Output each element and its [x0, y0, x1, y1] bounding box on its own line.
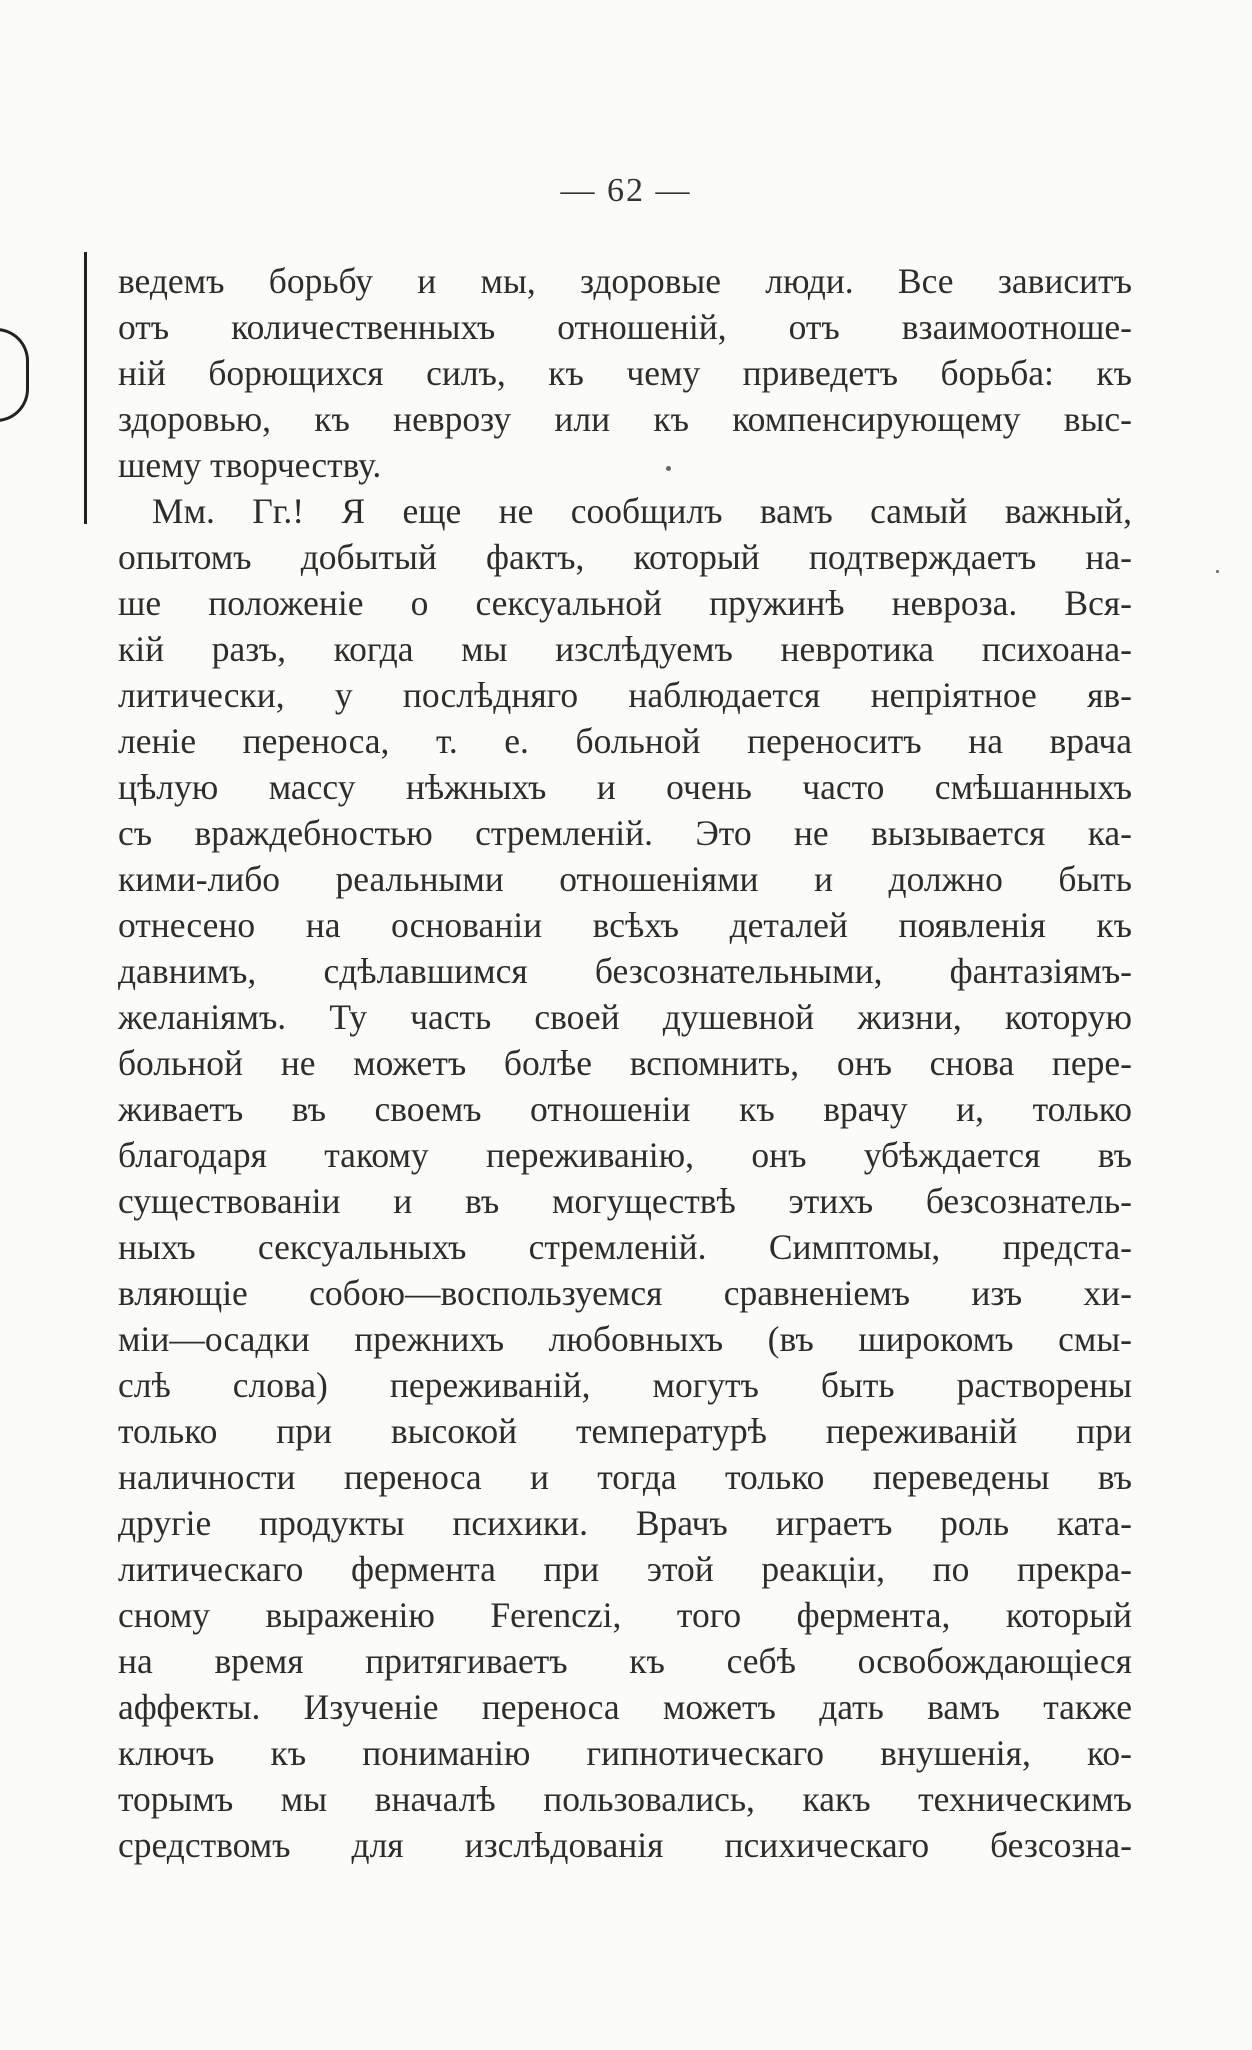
- text-line: литически, у послѣдняго наблюдается непріятное яв-: [118, 675, 1132, 715]
- text-line: шему творчеству.: [118, 445, 382, 485]
- text-line: здоровью, къ неврозу или къ компенсирующему выс-: [118, 399, 1132, 439]
- text-line: ведемъ борьбу и мы, здоровые люди. Все зависитъ: [118, 261, 1132, 301]
- text-line: отъ количественныхъ отношеній, отъ взаимоотноше-: [118, 307, 1132, 347]
- text-line: только при высокой температурѣ переживаній при: [118, 1411, 1132, 1451]
- text-line: леніе переноса, т. е. больной переноситъ на врача: [118, 721, 1132, 761]
- text-line: существованіи и въ могуществѣ этихъ безсознатель-: [118, 1181, 1132, 1221]
- page-number: — 62 —: [560, 172, 692, 209]
- margin-bar-mark: [84, 252, 87, 524]
- text-line: міи—осадки прежнихъ любовныхъ (въ широкомъ смы-: [118, 1319, 1132, 1359]
- text-line: отнесено на основаніи всѣхъ деталей появленія къ: [118, 905, 1132, 945]
- text-line: литическаго фермента при этой реакціи, по прекра-: [118, 1549, 1132, 1589]
- text-line: ключъ къ пониманію гипнотическаго внушенія, ко-: [118, 1733, 1132, 1773]
- text-line: Мм. Гг.! Я еще не сообщилъ вамъ самый важный,: [152, 491, 1132, 531]
- text-line: ше положеніе о сексуальной пружинѣ невроза. Вся-: [118, 583, 1132, 623]
- text-line: давнимъ, сдѣлавшимся безсознательными, фантазіямъ-: [118, 951, 1132, 991]
- text-line: живаетъ въ своемъ отношеніи къ врачу и, только: [118, 1089, 1132, 1129]
- text-line: торымъ мы вначалѣ пользовались, какъ техническимъ: [118, 1779, 1132, 1819]
- text-line: на время притягиваетъ къ себѣ освобождающіеся: [118, 1641, 1132, 1681]
- text-line: съ враждебностью стремленій. Это не вызывается ка-: [118, 813, 1132, 853]
- text-line: слѣ слова) переживаній, могутъ быть растворены: [118, 1365, 1132, 1405]
- text-line: ныхъ сексуальныхъ стремленій. Симптомы, предста-: [118, 1227, 1132, 1267]
- text-line: средствомъ для изслѣдованія психическаго безсозна-: [118, 1825, 1132, 1865]
- text-line: опытомъ добытый фактъ, который подтверждаетъ на-: [118, 537, 1132, 577]
- text-line: сному выраженію Ferenczi, того фермента, который: [118, 1595, 1132, 1635]
- text-line: наличности переноса и тогда только переведены въ: [118, 1457, 1132, 1497]
- body-text: [118, 258, 1132, 1868]
- text-line: другіе продукты психики. Врачъ играетъ роль ката-: [118, 1503, 1132, 1543]
- text-line: ній борющихся силъ, къ чему приведетъ борьба: къ: [118, 353, 1132, 393]
- ink-speck: [1216, 570, 1219, 573]
- text-line: кими-либо реальными отношеніями и должно быть: [118, 859, 1132, 899]
- text-line: больной не можетъ болѣе вспомнить, онъ снова пере-: [118, 1043, 1132, 1083]
- text-line: цѣлую массу нѣжныхъ и очень часто смѣшанныхъ: [118, 767, 1132, 807]
- text-line: вляющіе собою—воспользуемся сравненіемъ изъ хи-: [118, 1273, 1132, 1313]
- text-line: аффекты. Изученіе переноса можетъ дать вамъ также: [118, 1687, 1132, 1727]
- text-line: благодаря такому переживанію, онъ убѣждается въ: [118, 1135, 1132, 1175]
- margin-parenthesis-mark: [0, 328, 29, 422]
- text-line: кій разъ, когда мы изслѣдуемъ невротика психоана-: [118, 629, 1132, 669]
- text-line: желаніямъ. Ту часть своей душевной жизни, которую: [118, 997, 1132, 1037]
